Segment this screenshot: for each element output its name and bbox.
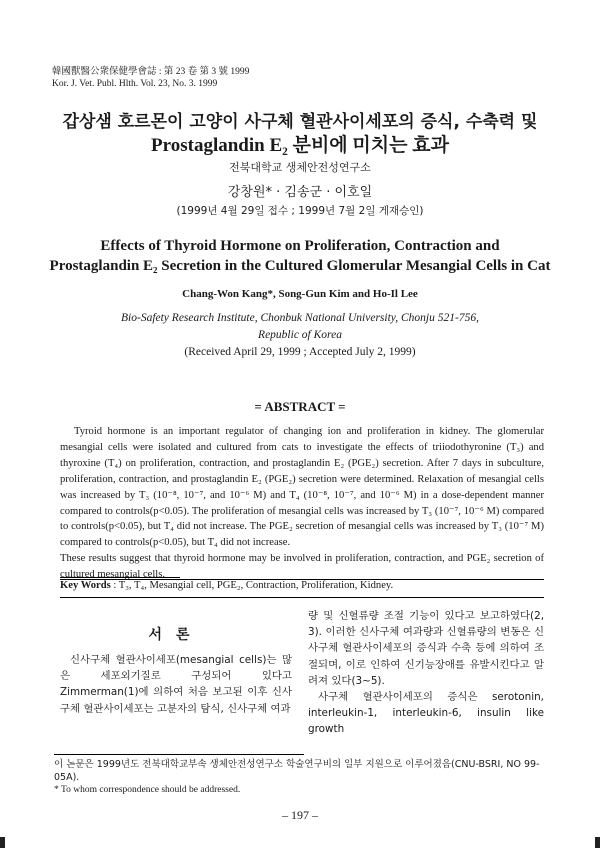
korean-title-line2: Prostaglandin E₂ 분비에 미치는 효과 bbox=[151, 135, 449, 156]
korean-received-date: (1999년 4월 29일 접수 ; 1999년 7월 2일 게재승인) bbox=[176, 205, 424, 217]
english-title bbox=[30, 236, 570, 276]
korean-title bbox=[30, 110, 570, 158]
english-institute-line1: Bio-Safety Research Institute, Chonbuk National University, Chonju 521-756, bbox=[121, 312, 479, 324]
body-column-right bbox=[308, 608, 544, 738]
keywords-text: : T₃, T₄, Mesangial cell, PGE₂, Contraction, Proliferation, Kidney. bbox=[110, 580, 394, 591]
abstract-heading: = ABSTRACT = bbox=[254, 399, 346, 414]
english-received-date: (Received April 29, 1999 ; Accepted July 2, 1999) bbox=[184, 346, 416, 358]
footnotes bbox=[54, 758, 548, 797]
journal-name-korean: 韓國獸醫公衆保健學會誌 : 第 23 卷 第 3 號 1999 bbox=[52, 67, 250, 77]
journal-name-english: Kor. J. Vet. Publ. Hlth. Vol. 23, No. 3. 1999 bbox=[52, 79, 218, 89]
korean-title-line1: 갑상샘 호르몬이 고양이 사구체 혈관사이세포의 증식, 수축력 및 bbox=[62, 112, 538, 132]
keywords bbox=[60, 580, 544, 591]
korean-authors: 강창원* · 김송군 · 이호일 bbox=[227, 185, 373, 200]
page-number: – 197 – bbox=[282, 808, 318, 822]
english-institute-line2: Republic of Korea bbox=[258, 329, 342, 341]
scan-edge-mark-right bbox=[595, 837, 600, 848]
intro-paragraph-right-1: 량 및 신혈류량 조절 기능이 있다고 보고하였다(2, 3). 이러한 신사구체 여과량과 신혈류량의 변동은 신사구체 혈관사이세포의 증식과 수축 등에 의하여 조절되며, 이로 인하여 신기능장애를 유발시킨다고 알려져 있다(3~5). bbox=[308, 610, 544, 687]
english-title-line2: Prostaglandin E₂ Secretion in the Cultured Glomerular Mesangial Cells in Cat bbox=[49, 258, 551, 274]
journal-header bbox=[52, 66, 249, 90]
abstract-paragraph-2: These results suggest that thyroid hormone may be involved in proliferation, contraction, and PGE₂ secretion of cultured mesangial cells. bbox=[60, 553, 544, 581]
keywords-divider bbox=[60, 597, 544, 598]
korean-institute: 전북대학교 생체안전성연구소 bbox=[229, 161, 371, 174]
abstract-body bbox=[60, 424, 544, 583]
english-title-line1: Effects of Thyroid Hormone on Proliferation, Contraction and bbox=[100, 238, 500, 254]
keywords-label: Key Words bbox=[60, 580, 111, 591]
section-heading-introduction: 서론 bbox=[148, 627, 204, 643]
abstract-paragraph-1: Tyroid hormone is an important regulator of changing ion and proliferation in kidney. The glomerular mesangial cells were isolated and cultured from cats to investigate the effects of triiodothyronine (T₃) and thyroxine (T₄) on proliferation, contraction, and prostaglandin E₂ (PGE₂) secretion. After 7 days in subculture, proliferation, contraction, and prostaglandin E₂ (PGE₂) secretion were determined. Relaxation of mesangial cells was increased by T₃ (10⁻⁸, 10⁻⁷, and 10⁻⁶ M) and T₄ (10⁻⁸, 10⁻⁷, and 10⁻⁶ M) in a dose-dependent manner compared to controls(p<0.05). The proliferation of mesangial cells was increased by T₃ (10⁻⁷, 10⁻⁶ M) compared to controls(p<0.05), but T₄ did not increase. The PGE₂ secretion of mesangial cells was increased by T₃ (10⁻⁷ M) compared to controls(p<0.05), but T₄ did not increase. bbox=[60, 426, 544, 549]
footnote-correspondence: * To whom correspondence should be addressed. bbox=[54, 785, 241, 795]
english-authors: Chang-Won Kang*, Song-Gun Kim and Ho-Il Lee bbox=[182, 288, 418, 300]
footnote-funding: 이 논문은 1999년도 전북대학교부속 생체안전성연구소 학술연구비의 일부 지원으로 이루어졌음(CNU-BSRI, NO 99-05A). bbox=[54, 759, 540, 783]
body-column-left bbox=[60, 652, 292, 717]
intro-paragraph-left: 신사구체 혈관사이세포(mesangial cells)는 많은 세포외기질로 구성되어 있다고 Zimmerman(1)에 의하여 처음 보고된 이후 신사구체 혈관사이세포는 고분자의 탐식, 신사구체 여과 bbox=[60, 654, 292, 715]
english-institute bbox=[30, 310, 570, 344]
footnote-divider bbox=[54, 754, 304, 755]
scan-edge-mark-left bbox=[0, 837, 5, 848]
abstract-underline bbox=[60, 577, 180, 578]
intro-paragraph-right-2: 사구체 혈관사이세포의 증식은 serotonin, interleukin-1, interleukin-6, insulin like growth bbox=[308, 691, 544, 736]
